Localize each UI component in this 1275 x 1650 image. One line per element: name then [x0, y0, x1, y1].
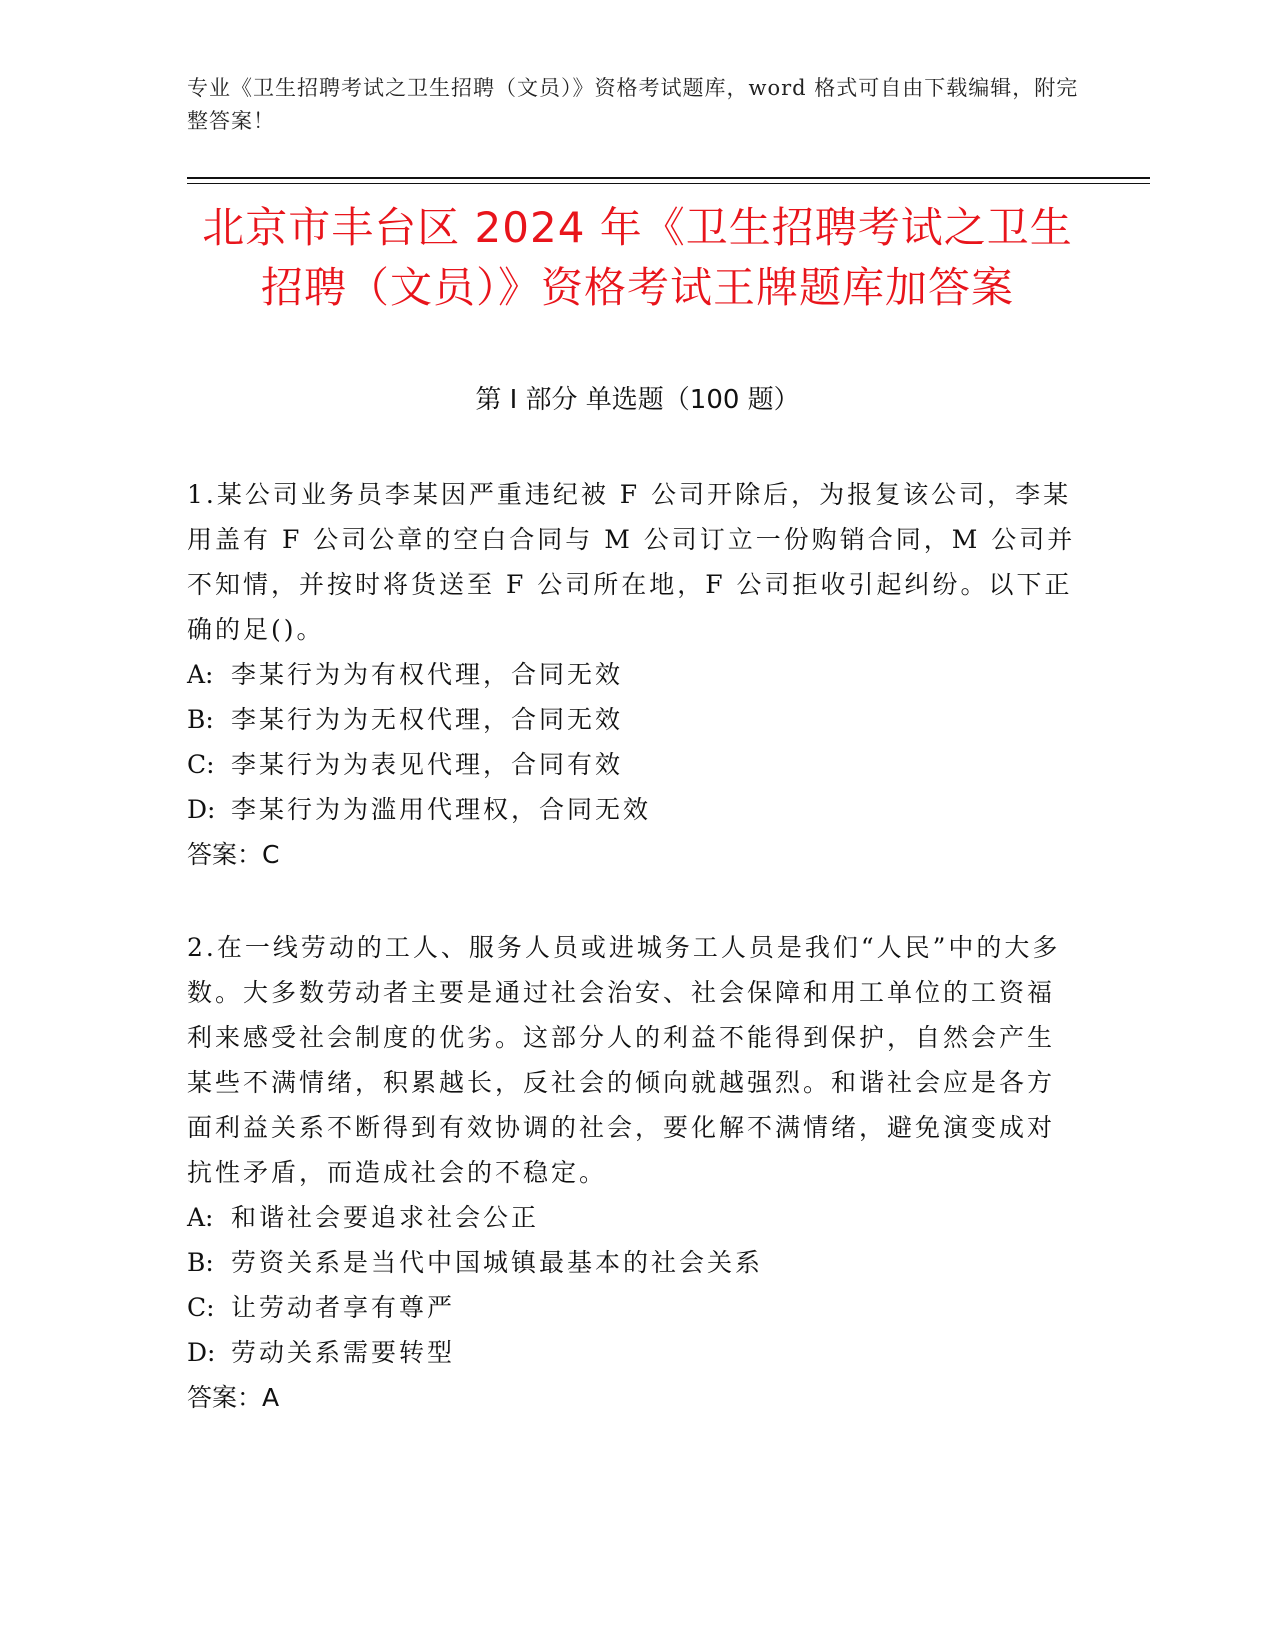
- option-label: C:: [187, 750, 215, 779]
- option-label: D:: [187, 1338, 216, 1367]
- document-title-line-1: 北京市丰台区 2024 年《卫生招聘考试之卫生: [202, 203, 1073, 252]
- document-title: [150, 198, 1125, 318]
- option-label: B:: [187, 1248, 214, 1277]
- header-divider-thin: [187, 183, 1150, 184]
- option-label: A:: [187, 660, 214, 689]
- option-text: 和谐社会要追求社会公正: [231, 1203, 540, 1232]
- option-c: [187, 742, 1077, 787]
- option-label: A:: [187, 1203, 214, 1232]
- option-text: 李某行为为无权代理，合同无效: [231, 705, 624, 734]
- option-label: C:: [187, 1293, 215, 1322]
- question-stem: 1.某公司业务员李某因严重违纪被 F 公司开除后，为报复该公司，李某用盖有 F 公司公章的空白合同与 M 公司订立一份购销合同，M 公司并不知情，并按时将货送至 F 公司所在地，F 公司拒收引起纠纷。以下正确的足()。: [187, 480, 1076, 644]
- option-b: [187, 697, 1077, 742]
- option-c: [187, 1285, 1077, 1330]
- document-title-line-2: 招聘（文员）》资格考试王牌题库加答案: [260, 263, 1014, 312]
- header-note: 专业《卫生招聘考试之卫生招聘（文员）》资格考试题库，word 格式可自由下载编辑，附完整答案！: [187, 76, 1079, 133]
- question-2: [187, 925, 1077, 1420]
- option-d: [187, 1330, 1077, 1375]
- answer-line: 答案：C: [187, 840, 280, 869]
- option-text: 李某行为为表见代理，合同有效: [231, 750, 624, 779]
- answer-line: 答案：A: [187, 1383, 280, 1412]
- option-d: [187, 787, 1077, 832]
- option-b: [187, 1240, 1077, 1285]
- option-a: [187, 1195, 1077, 1240]
- option-text: 李某行为为滥用代理权，合同无效: [231, 795, 652, 824]
- question-stem: 2.在一线劳动的工人、服务人员或进城务工人员是我们“人民”中的大多数。大多数劳动者主要是通过社会治安、社会保障和用工单位的工资福利来感受社会制度的优劣。这部分人的利益不能得到保护，自然会产生某些不满情绪，积累越长，反社会的倾向就越强烈。和谐社会应是各方面利益关系不断得到有效协调的社会，要化解不满情绪，避免演变成对抗性矛盾，而造成社会的不稳定。: [187, 933, 1061, 1187]
- question-1: [187, 472, 1077, 877]
- option-text: 让劳动者享有尊严: [231, 1293, 456, 1322]
- section-title: 第 I 部分 单选题（100 题）: [475, 385, 800, 415]
- option-text: 劳资关系是当代中国城镇最基本的社会关系: [231, 1248, 764, 1277]
- option-text: 劳动关系需要转型: [231, 1338, 456, 1367]
- option-label: D:: [187, 795, 216, 824]
- option-label: B:: [187, 705, 214, 734]
- option-text: 李某行为为有权代理，合同无效: [231, 660, 624, 689]
- option-a: [187, 652, 1077, 697]
- header-divider-thick: [187, 177, 1150, 179]
